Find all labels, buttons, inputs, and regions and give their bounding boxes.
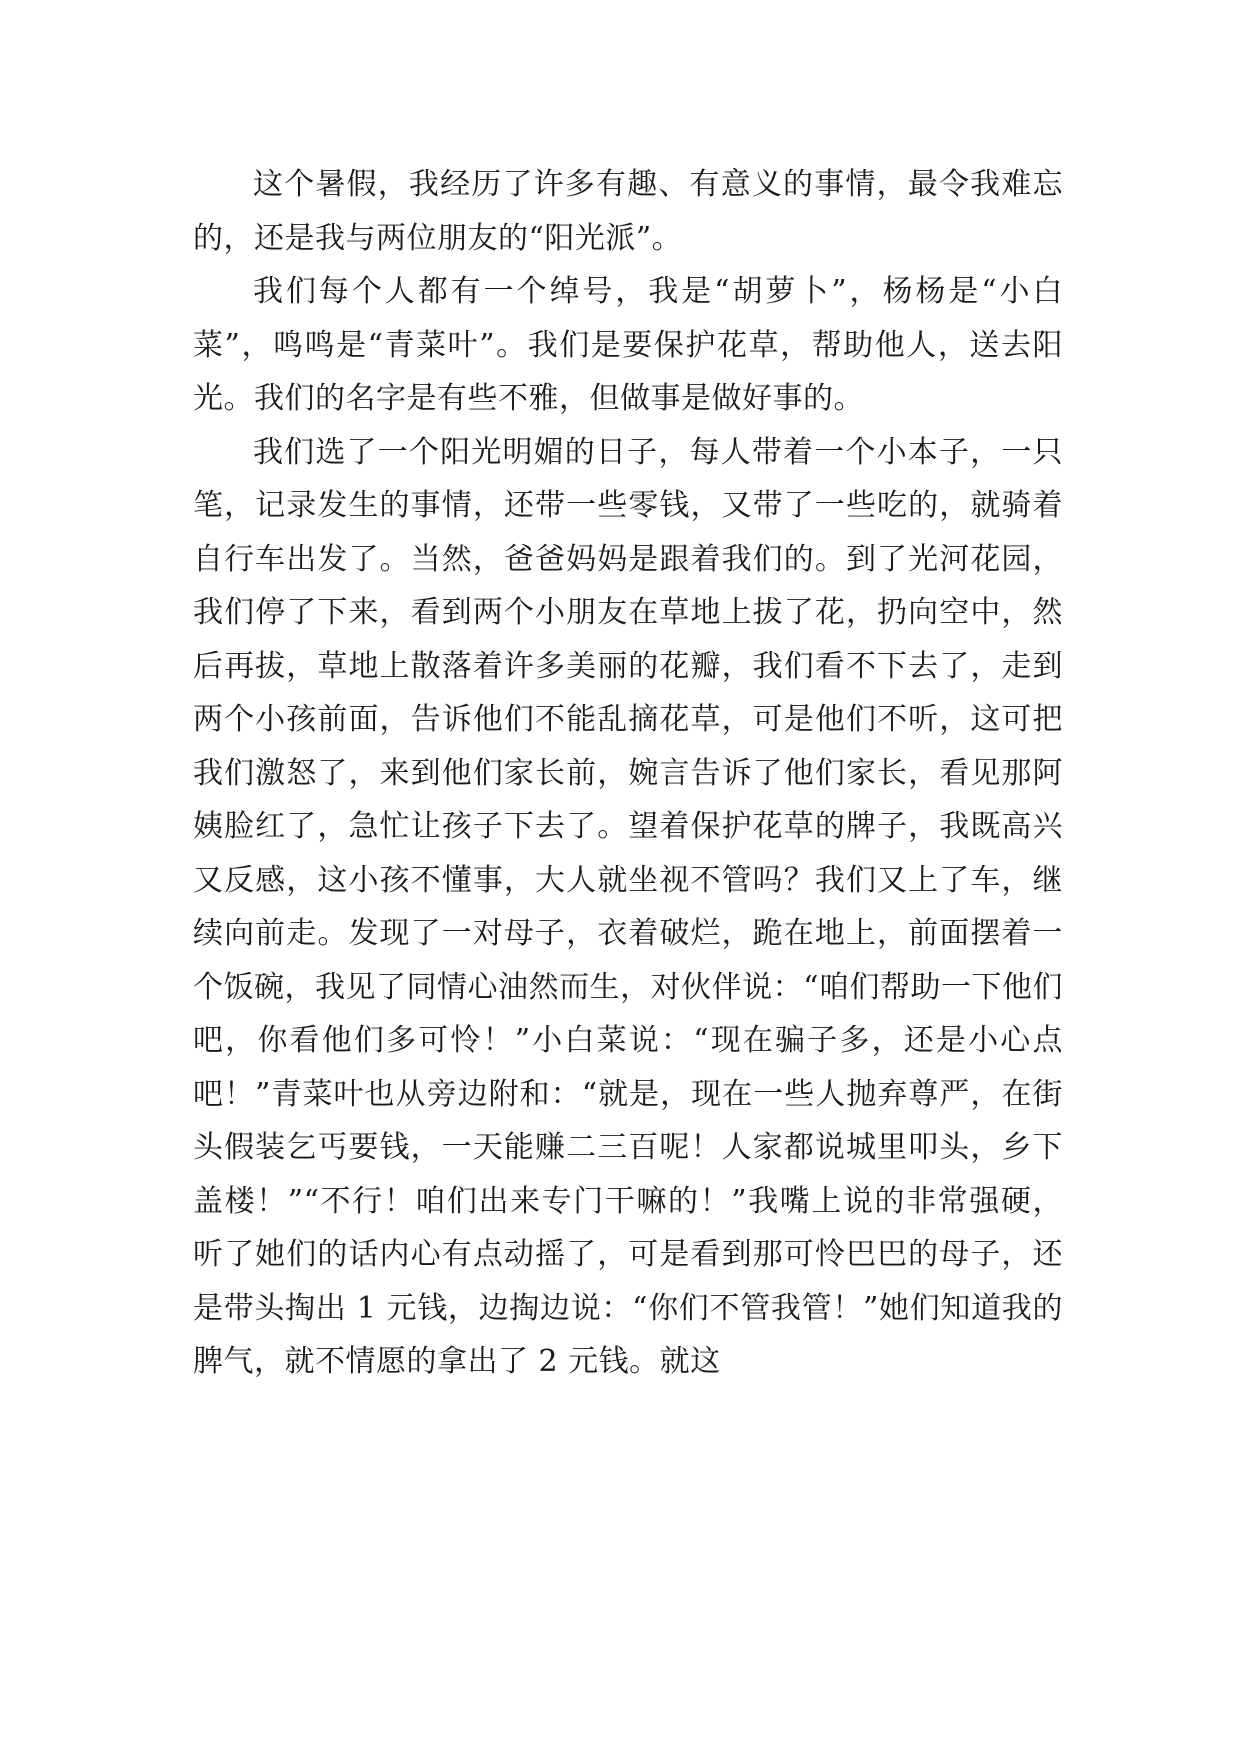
document-body [193,158,1063,1389]
paragraph-1: 这个暑假，我经历了许多有趣、有意义的事情，最令我难忘的，还是我与两位朋友的“阳光派”。 [193,167,1063,256]
paragraph-3: 我们选了一个阳光明媚的日子，每人带着一个小本子，一只笔，记录发生的事情，还带一些零钱，又带了一些吃的，就骑着自行车出发了。当然，爸爸妈妈是跟着我们的。到了光河花园，我们停了下来，看到两个小朋友在草地上拔了花，扔向空中，然后再拔，草地上散落着许多美丽的花瓣，我们看不下去了，走到两个小孩前面，告诉他们不能乱摘花草，可是他们不听，这可把我们激怒了，来到他们家长前，婉言告诉了他们家长，看见那阿姨脸红了，急忙让孩子下去了。望着保护花草的牌子，我既高兴又反感，这小孩不懂事，大人就坐视不管吗？我们又上了车，继续向前走。发现了一对母子，衣着破烂，跪在地上，前面摆着一个饭碗，我见了同情心油然而生，对伙伴说：“咱们帮助一下他们吧，你看他们多可怜！”小白菜说：“现在骗子多，还是小心点吧！”青菜叶也从旁边附和：“就是，现在一些人抛弃尊严，在街头假装乞丐要钱，一天能赚二三百呢！人家都说城里叩头，乡下盖楼！”“不行！咱们出来专门干嘛的！”我嘴上说的非常强硬，听了她们的话内心有点动摇了，可是看到那可怜巴巴的母子，还是带头掏出 1 元钱，边掏边说：“你们不管我管！”她们知道我的脾气，就不情愿的拿出了 2 元钱。就这 [193,434,1063,1379]
paragraph-2: 我们每个人都有一个绰号，我是“胡萝卜”，杨杨是“小白菜”，鸣鸣是“青菜叶”。我们是要保护花草，帮助他人，送去阳光。我们的名字是有些不雅，但做事是做好事的。 [193,274,1063,416]
